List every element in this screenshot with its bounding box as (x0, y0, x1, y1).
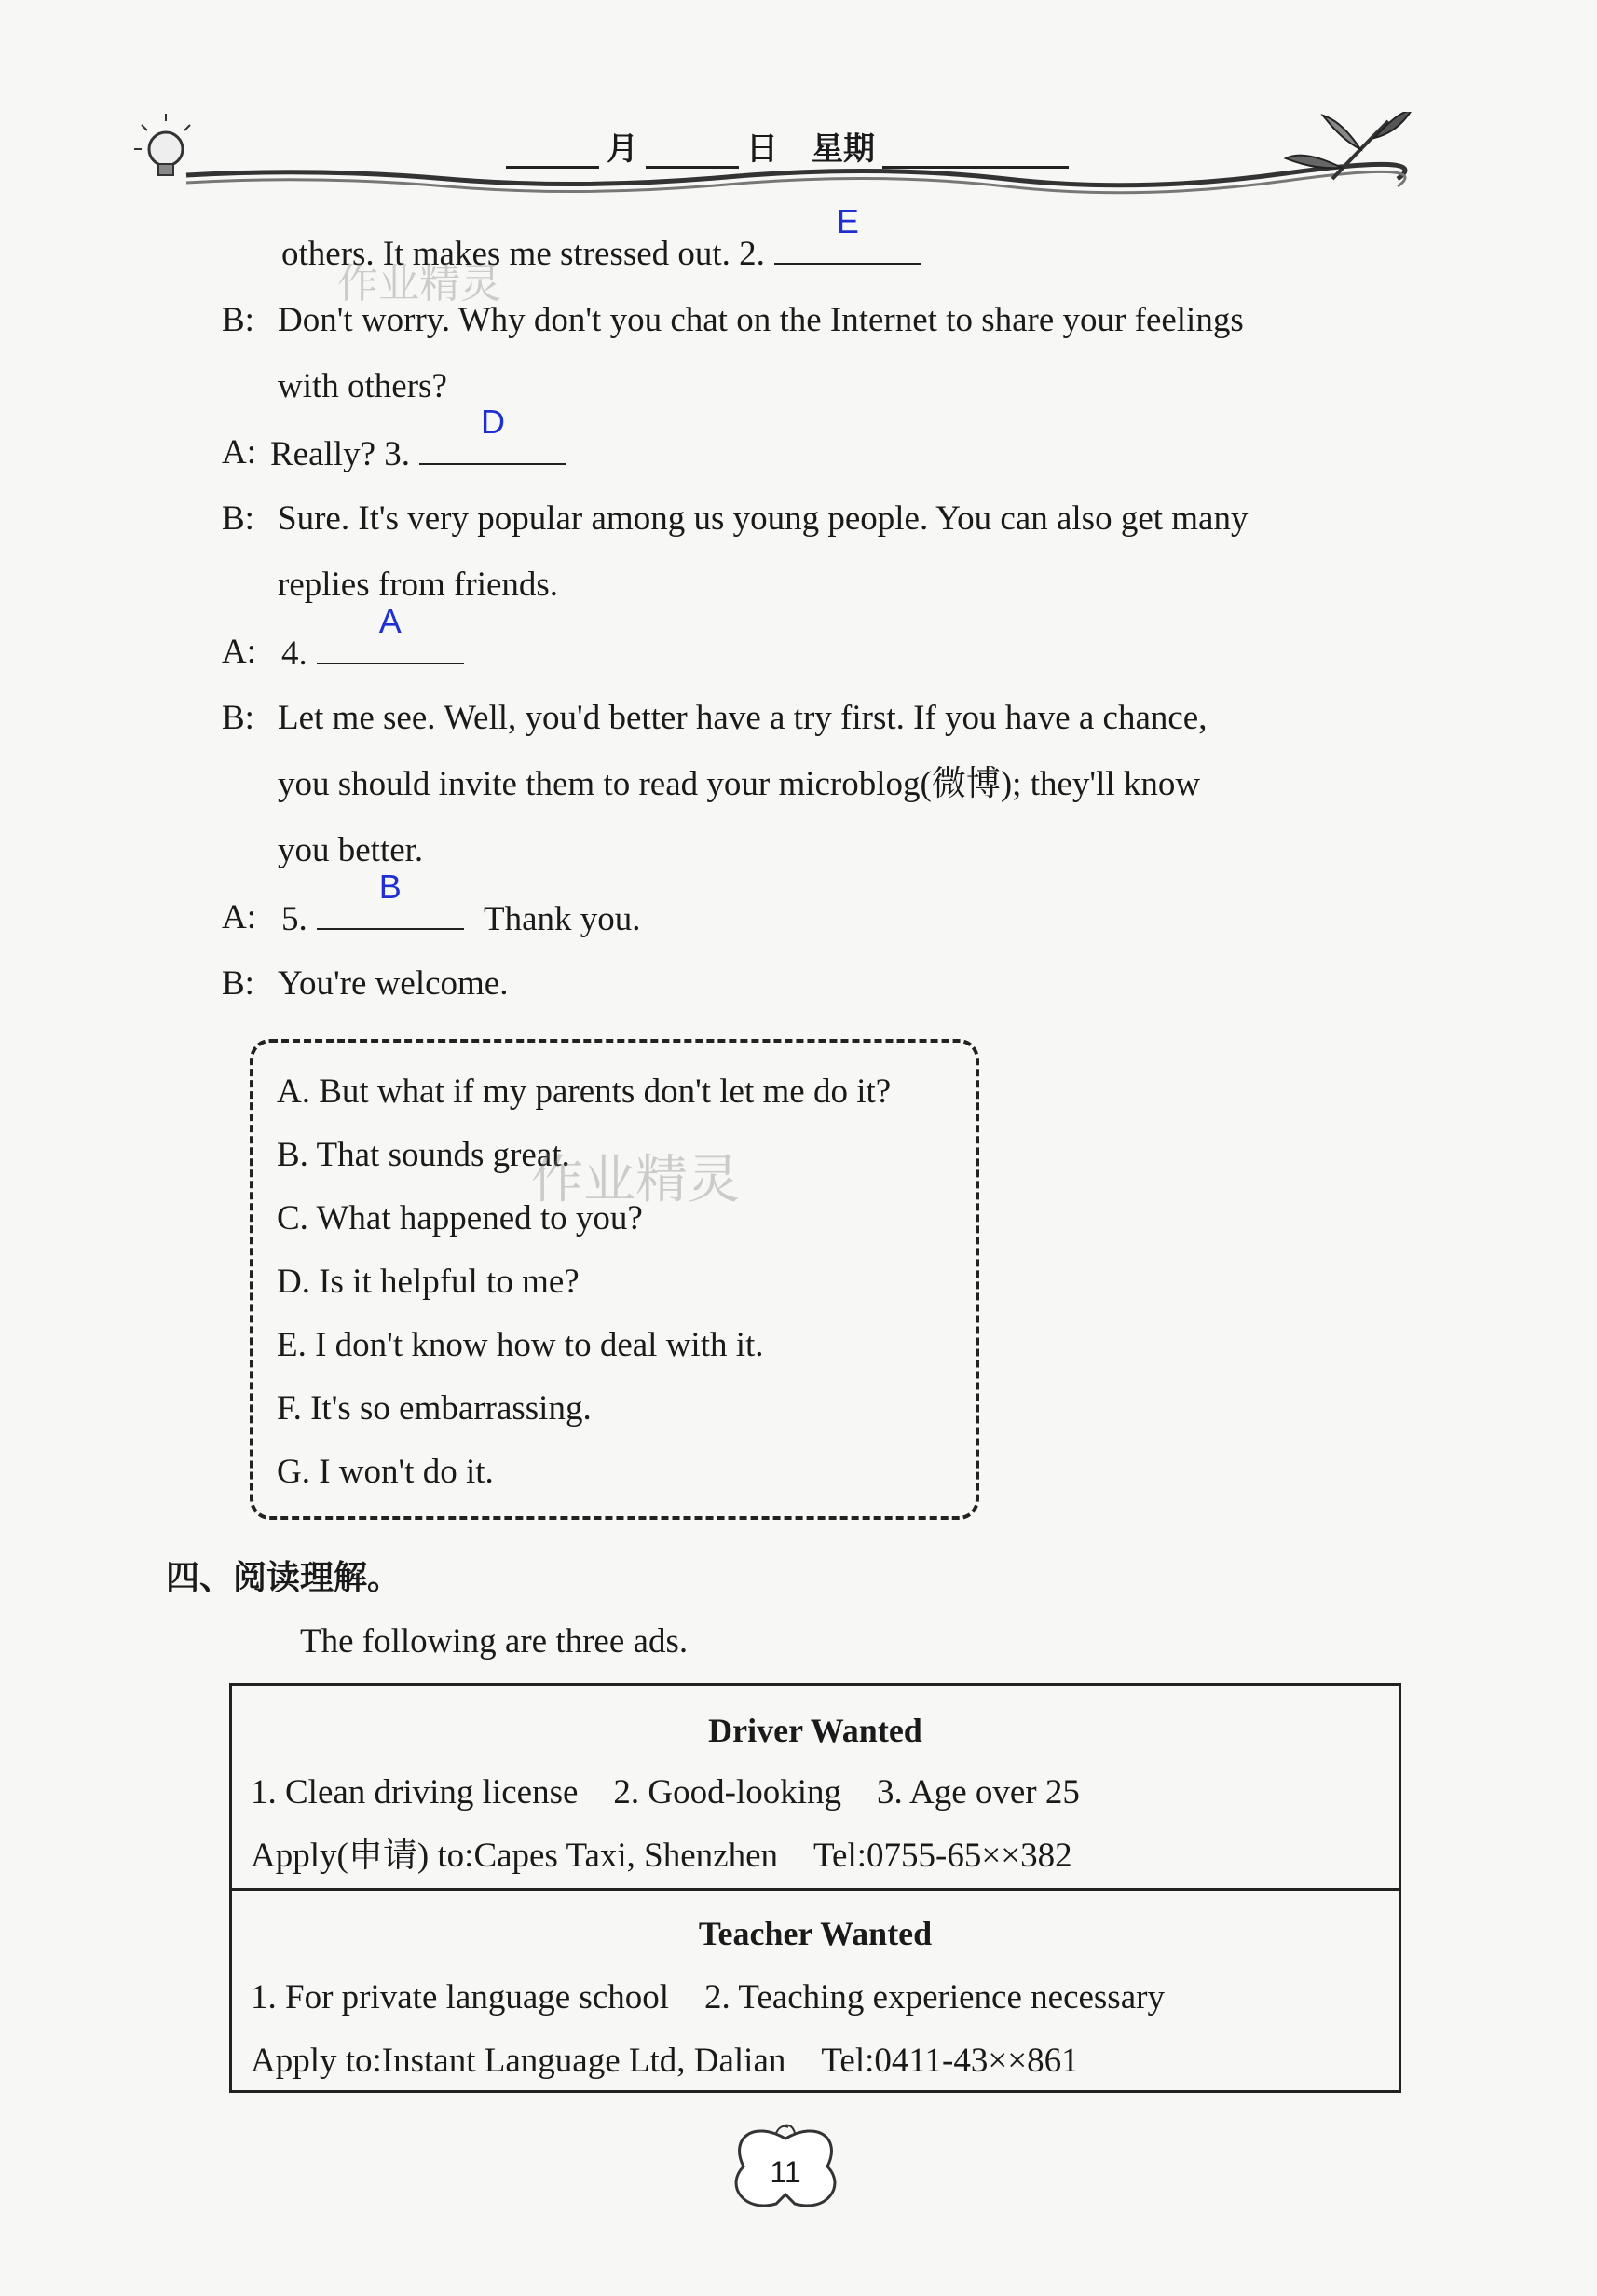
section-title: 四、阅读理解。 (166, 1559, 402, 1597)
option-f: F. It's so embarrassing. (277, 1389, 592, 1428)
page-number-badge (725, 2120, 846, 2222)
option-a: A. But what if my parents don't let me do it? (277, 1073, 892, 1111)
ad-text: Tel:0411-43××861 (821, 2042, 1079, 2080)
ad-title: Teacher Wanted (698, 1915, 933, 1952)
answer-3: D (481, 403, 506, 441)
ad-text: 2. Good-looking (613, 1773, 842, 1811)
dialogue-text: 5. (281, 900, 307, 938)
speaker-b: B: (222, 499, 254, 538)
ad-text: 1. Clean driving license (251, 1773, 579, 1811)
dialogue-line-b3a: Let me see. Well, you'd better have a try first. If you have a chance, (278, 699, 1208, 737)
speaker-b: B: (222, 301, 254, 339)
dialogue-line-a2 (281, 602, 464, 673)
weekday-blank[interactable] (882, 134, 1069, 169)
speaker-a: A: (222, 898, 256, 936)
ad-text: 2. Teaching experience necessary (704, 1978, 1165, 2016)
option-c: C. What happened to you? (277, 1199, 643, 1237)
answer-5: B (378, 868, 402, 906)
page-number: 11 (770, 2155, 801, 2189)
ad-requirements (251, 1980, 1165, 2015)
dialogue-line-b2a: Sure. It's very popular among us young people. You can also get many (278, 499, 1249, 538)
watermark-top: 作业精灵 (337, 260, 501, 308)
speaker-a: A: (222, 433, 256, 472)
answer-4: A (378, 602, 402, 640)
ad-text: Tel:0755-65××382 (813, 1837, 1072, 1875)
month-blank[interactable] (506, 134, 599, 169)
options-box (250, 1039, 979, 1520)
dialogue-line-a3 (281, 868, 641, 938)
option-b: B. That sounds great. (277, 1136, 570, 1174)
watermark-middle: 作业精灵 (531, 1150, 740, 1210)
date-fields (498, 123, 1076, 169)
ad-title: Driver Wanted (708, 1712, 922, 1749)
option-d: D. Is it helpful to me? (277, 1263, 580, 1301)
speaker-a: A: (222, 633, 256, 671)
dialogue-line-b4: You're welcome. (278, 964, 509, 1003)
day-blank[interactable] (646, 134, 739, 169)
answer-blank-4[interactable] (317, 602, 464, 664)
answer-blank-3[interactable] (419, 403, 566, 465)
option-e: E. I don't know how to deal with it. (277, 1326, 764, 1364)
ad-contact (251, 2043, 1079, 2078)
date-header (130, 112, 1416, 205)
month-label: 月 (607, 130, 638, 168)
ad-contact (251, 1838, 1072, 1873)
dialogue-line-b2b: replies from friends. (278, 566, 559, 604)
dialogue-line-b3c: you better. (278, 831, 424, 869)
dialogue-line-b1a: Don't worry. Why don't you chat on the Internet to share your feelings (278, 301, 1244, 339)
dialogue-text: Really? 3. (270, 435, 411, 473)
answer-blank-5[interactable] (317, 868, 464, 930)
dialogue-text: Thank you. (484, 900, 641, 938)
dialogue-line-a1 (270, 403, 566, 473)
dialogue-text: 4. (281, 635, 307, 673)
answer-2: E (836, 202, 859, 240)
ad-requirements (251, 1775, 1080, 1810)
section-intro: The following are three ads. (300, 1622, 689, 1660)
ad-text: 3. Age over 25 (877, 1773, 1080, 1811)
ad-text: 1. For private language school (251, 1978, 670, 2016)
lightbulb-icon (134, 114, 190, 175)
dialogue-line-b3b: you should invite them to read your microblog(微博); they'll know (278, 765, 1201, 803)
option-g: G. I won't do it. (277, 1453, 494, 1491)
weekday-label: 星期 (812, 130, 875, 168)
dialogue-text: others. It makes me stressed out. 2. (281, 235, 765, 273)
ads-table (229, 1683, 1401, 2093)
ad-divider (232, 1888, 1399, 1891)
answer-blank-2[interactable] (774, 202, 921, 265)
day-label: 日 (746, 130, 778, 168)
ad-text: Apply(申请) to:Capes Taxi, Shenzhen (251, 1837, 779, 1875)
ad-text: Apply to:Instant Language Ltd, Dalian (251, 2042, 786, 2080)
speaker-b: B: (222, 699, 254, 737)
dialogue-line-b1b: with others? (278, 367, 447, 405)
speaker-b: B: (222, 964, 254, 1003)
